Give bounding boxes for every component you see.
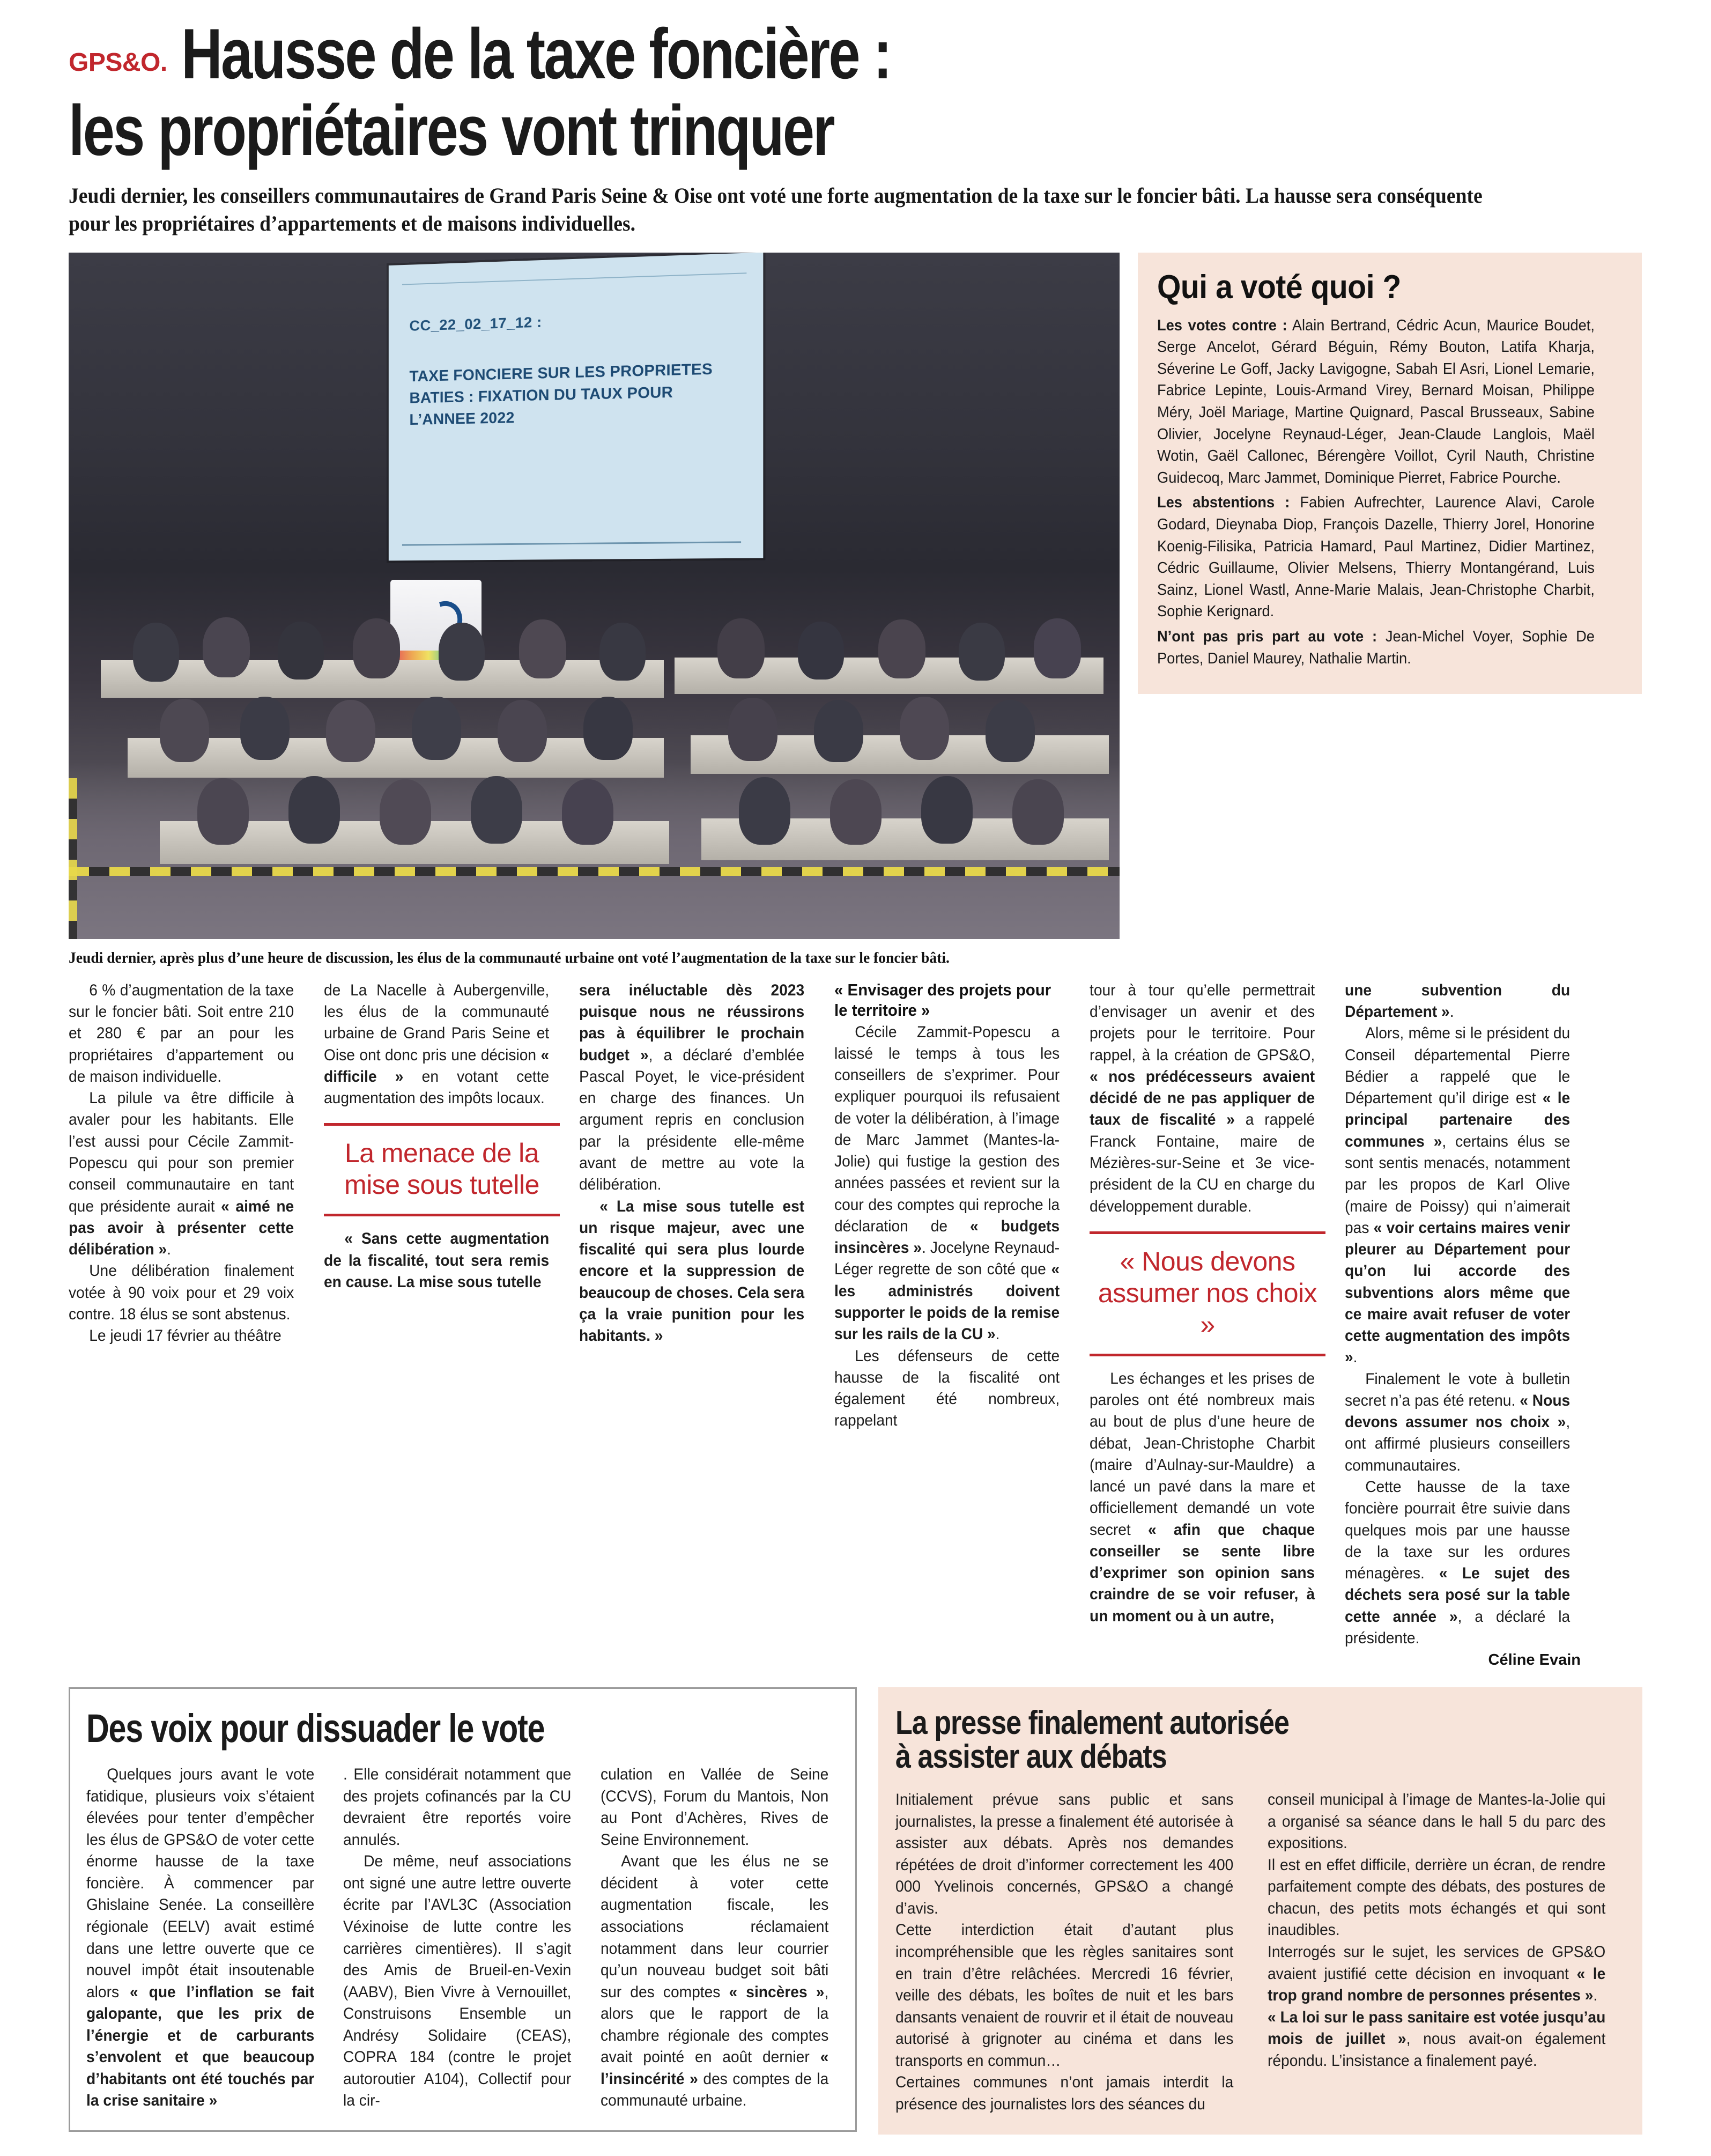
article-byline: Céline Evain [1488,1651,1581,1669]
sidebar-article-title-line1: La presse finalement autorisée [895,1704,1289,1742]
attendee-figure [197,778,249,845]
text-run: . [1353,1348,1358,1367]
quoted-text: « voir certains maires venir pleurer au Département pour qu’on lui accorde des subventions alors même que ce maire avait refuser de voter cette augmentation des impôts » [1345,1219,1571,1367]
attendee-figure [288,776,340,844]
text-run: . [1449,1003,1454,1021]
paragraph [579,1196,804,1347]
paragraph: Certaines communes n’ont jamais interdit la présence des journalistes lors des séances du [895,2073,1234,2113]
article-column-2 [324,980,560,1293]
paragraph [1090,1368,1315,1627]
votes-nonvoters-names: Jean-Michel Voyer, Sophie De Portes, Daniel Maurey, Nathalie Martin. [1157,627,1595,667]
text-run: . [995,1325,1000,1343]
votes-abstentions-names: Fabien Aufrechter, Laurence Alavi, Carole Godard, Dieynaba Diop, François Dazelle, Thierry Jorel, Honorine Koenig-Filisika, Patricia Hamard, Paul Martinez, Didier Martinez, Cédric Guillaume, Olivier Melsens, Thierry Montangérand, Luis Sainz, Lionel Wastl, Anne-Marie Malais, Jean-Christophe Charbit, Sophie Kerignard. [1157,494,1595,621]
paragraph: De même, neuf associations ont signé une autre lettre ouverte écrite par l’AVL3C (Association Véxinoise de lutte contre les carrières cimentières). Il s’agit des Amis de Brueil-en-Vexin (AABV), Bien Vivre à Vernouillet, Construisons Ensemble un Andrésy Solidaire (CEAS), COPRA 184 (contre le projet autoroutier A104), Collectif pour la cir- [343,1852,572,2110]
slide-code: CC_22_02_17_12 : [409,313,542,334]
quoted-text: « l’insincérité » [600,2048,828,2088]
paragraph: Initialement prévue sans public et sans journalistes, la presse a finalement été autorisée à assister aux débats. Après nos demandes répétées de droit d’informer correctement les 400 000 Yvelinois concernés, GPS&O a changé d’avis. [895,1791,1234,1917]
text-run: en votant cette augmentation des impôts locaux. [324,1067,550,1107]
text-run: . [167,1241,171,1259]
text-run: La pilule va être difficile à avaler pour les habitants. Elle l’est aussi pour Cécile Zammit-Popescu qui pour son premier conseil communautaire en tant que présidente aurait [69,1089,294,1215]
attendee-figure [728,698,777,761]
attendee-figure [717,618,765,678]
votes-box-title: Qui a voté quoi ? [1157,268,1401,306]
text-run: a rappelé Franck Fontaine, maire de Mézières-sur-Seine et 3e vice-président de la CU en charge du développement durable. [1090,1111,1315,1215]
attendee-figure [814,700,863,762]
pull-quote-text: La menace de la mise sous tutelle [344,1138,539,1200]
attendee-figure [921,776,973,844]
text-run: , ont affirmé plusieurs conseillers communautaires. [1345,1413,1571,1474]
text-run: Interrogés sur le sujet, les services de GPS&O avaient justifié cette décision en invoquant [1268,1943,1606,1983]
sidebar-article-title: Des voix pour dissuader le vote [86,1706,545,1751]
text-run: , nous avait-on également répondu. L’insistance a finalement payé. [1268,2030,1606,2070]
quoted-text: sera inéluctable dès 2023 puisque nous ne réussirons pas à équilibrer le prochain budget » [579,981,805,1064]
article-column-4 [834,980,1070,1432]
paragraph: Cette interdiction était d’autant plus incompréhensible que les règles sanitaires sont en train d’être relâchées. Mercredi 16 février, veille des débats, les boîtes de nuit et les bars dansants venaient de rouvrir et il était de nouveau autorisé à grignoter au cinéma et dans les transports en commun… [895,1921,1234,2070]
paragraph [324,1228,549,1293]
quoted-text: « le principal partenaire des communes » [1345,1089,1571,1150]
article-column-5 [1090,980,1325,1627]
paragraph [1345,980,1570,1023]
quoted-text: « que l’inflation se fait galopante, que les prix de l’énergie et de carburants s’envolent et que beaucoup d’habitants ont été touchés par la crise sanitaire » [86,1983,315,2110]
sidebar-article-presse [878,1687,1642,2135]
quoted-text: « budgets insincères » [834,1217,1060,1257]
attendee-figure [439,623,485,681]
votes-nonvoters-paragraph [1157,626,1595,669]
quoted-text: « Nous devons assumer nos choix » [1345,1391,1571,1431]
quoted-text: « les administrés doivent supporter le poids de la remise sur les rails de la CU » [834,1260,1060,1343]
attendee-figure [519,619,566,678]
votes-against-label: Les votes contre : [1157,316,1287,334]
attendee-figure [1012,779,1064,845]
text-run: Finalement le vote à bulletin secret n’a pas été retenu. [1345,1370,1571,1409]
quoted-text: « La loi sur le pass sanitaire est votée jusqu’au mois de juillet » [1268,2008,1606,2048]
votes-abstentions-paragraph [1157,492,1595,623]
attendee-figure [353,618,400,678]
attendee-figure [599,623,646,681]
page-title-line2: les propriétaires vont trinquer [69,91,834,171]
paragraph: Une délibération finalement votée à 90 voix pour et 29 voix contre. 18 élus se sont abstenus. [69,1262,294,1323]
photo-caption: Jeudi dernier, après plus d’une heure de discussion, les élus de la communauté urbaine ont voté l’augmentation de la taxe sur le foncier bâti. [69,949,950,966]
attendee-figure [412,697,461,760]
text-run: Les échanges et les prises de paroles ont été nombreux mais au bout de plus d’une heure de débat, Jean-Christophe Charbit (maire d’Aulnay-sur-Mauldre) a lancé un pavé dans la mare et officiellement demandé un vote secret [1090,1369,1315,1539]
attendee-figure [900,697,949,760]
paragraph [1345,1023,1570,1368]
paragraph: conseil municipal à l’image de Mantes-la-Jolie qui a organisé sa séance dans le hall 5 du parc des expositions. [1268,1791,1606,1852]
text-run: , a déclaré d’emblée Pascal Poyet, le vice-président en charge des finances. Un argument repris en conclusion par la présidente elle-même avant de mettre au vote la délibération. [579,1046,805,1194]
attendee-figure [498,700,547,762]
slide-rule-top [402,272,746,285]
paragraph: Il est en effet difficile, derrière un écran, de rendre parfaitement compte des débats, des postures de chacun, des petits mots échangés et qui sont inaudibles. [1268,1856,1606,1939]
photo-column [69,253,1120,968]
quoted-text: « Le sujet des déchets sera posé sur la table cette année » [1345,1564,1571,1626]
text-run: des comptes de la communauté urbaine. [600,2070,828,2110]
article-column-1 [69,980,305,1347]
attendee-figure [203,617,250,677]
paragraph [1090,980,1315,1217]
pull-quote-2 [1090,1231,1325,1356]
sidebar-column-2 [343,1764,582,2112]
quoted-text: « aimé ne pas avoir à présenter cette délibération » [69,1197,294,1259]
quoted-text: une subvention du Département » [1345,981,1571,1021]
article-column-3 [579,980,815,1347]
paragraph [834,1022,1060,1346]
article-body [0,968,1711,1669]
paragraph [601,1851,828,2112]
attendee-figure [583,697,633,760]
slide-rule-bottom [402,541,741,545]
paragraph [1268,1941,1605,2007]
paragraph [69,1088,294,1260]
bottom-zone [0,1669,1711,2156]
attendee-figure [986,700,1035,762]
quoted-text: « La mise sous tutelle est un risque majeur, avec une fiscalité qui sera plus lourde encore et la suppression de beaucoup de choses. Cela sera ça la vraie punition pour les habitants. » [579,1197,805,1345]
paragraph: 6 % d’augmentation de la taxe sur le foncier bâti. Soit entre 210 et 280 € par an pour les propriétaires d’appartement ou de maison individuelle. [69,981,294,1086]
attendee-figure [959,623,1005,681]
floor-hazard-tape [69,867,1120,876]
paragraph [1345,1476,1570,1649]
article-column-6 [1345,980,1581,1669]
article-subheading: « Envisager des projets pour le territoire » [834,980,1051,1020]
quoted-text: « Sans cette augmentation de la fiscalité, tout sera remis en cause. La mise sous tutelle [324,1230,550,1291]
paragraph: culation en Vallée de Seine (CCVS), Forum du Mantois, Non au Pont d’Achères, Rives de Seine Environnement. [600,1766,828,1849]
standfirst: Jeudi dernier, les conseillers communautaires de Grand Paris Seine & Oise ont voté une forte augmentation de la taxe sur le foncier bâti. La hausse sera conséquente pour les propriétaires d’appartements et de maisons individuelles. [69,183,1483,235]
pull-quote-1 [324,1123,560,1216]
text-run: tour à tour qu’elle permettrait d’envisager un avenir et des projets pour le territoire. Pour rappel, à la création de GPS&O, [1090,981,1315,1064]
quoted-text: « afin que chaque conseiller se sente libre d’exprimer son opinion sans craindre de se voir refuser, à un moment ou à un autre, [1090,1520,1315,1625]
attendee-figure [798,622,844,680]
text-run: Quelques jours avant le vote fatidique, plusieurs voix s’étaient élevées pour tenter d’empêcher les élus de GPS&O de voter cette énorme hausse de la taxe foncière. À commencer par Ghislaine Senée. La conseillère régionale (EELV) avait estimé dans une lettre ouverte que ce nouvel impôt était insoutenable alors [86,1766,315,2001]
attendee-figure [380,779,431,845]
presse-column-2 [1268,1789,1621,2072]
paragraph [579,980,804,1196]
slide-title: TAXE FONCIERE SUR LES PROPRIETES BATIES : FIXATION DU TAUX POUR L’ANNEE 2022 [409,360,713,429]
attendee-figure [278,622,324,680]
quoted-text: « nos prédécesseurs avaient décidé de ne pas appliquer de taux de fiscalité » [1090,1067,1315,1129]
votes-abstentions-label: Les abstentions : [1157,494,1290,512]
attendee-figure [739,777,790,845]
paragraph: . Elle considérait notamment que des projets cofinancés par la CU devraient être reportés voire annulés. [343,1766,572,1849]
paragraph: Le jeudi 17 février au théâtre [89,1327,282,1345]
text-run: , alors que le rapport de la chambre régionale des comptes avait pointé en août dernier [600,1983,828,2066]
attendee-figure [471,776,522,844]
attendee-figure [133,623,179,682]
paragraph [1268,2007,1605,2072]
text-run: de La Nacelle à Aubergenville, les élus de la communauté urbaine de Grand Paris Seine et Oise ont donc pris une décision [324,981,550,1064]
text-run: Alors, même si le président du Conseil départemental Pierre Bédier a rappelé que le Département qu’il dirige est [1345,1024,1571,1107]
votes-against-paragraph [1157,315,1595,489]
quoted-text: « sincères » [729,1983,825,2001]
projection-screen [389,253,764,560]
text-run: . Jocelyne Reynaud-Léger regrette de son côté que [834,1239,1060,1279]
pull-quote-text: « Nous devons assumer nos choix » [1098,1246,1317,1340]
text-run: Cette hausse de la taxe foncière pourrait être suivie dans quelques mois par une hausse de la taxe sur les ordures ménagères. [1345,1478,1571,1583]
text-run: Avant que les élus ne se décident à voter cette augmentation fiscale, les associations réclamaient notamment dans leur courrier qu’un nouveau budget soit bâti sur des comptes [600,1852,828,2001]
sidebar-column-3 [601,1764,839,2112]
attendee-figure [160,699,209,762]
sidebar-article-dissuader [69,1687,857,2132]
floor-hazard-tape-vertical [69,778,77,939]
attendee-figure [830,779,882,845]
paragraph [1345,1369,1570,1476]
quoted-text: « le trop grand nombre de personnes présentes » [1268,1965,1606,2005]
text-run: , a déclaré la présidente. [1345,1607,1571,1647]
paragraph [324,980,549,1110]
headline-block [0,0,1711,238]
council-meeting-photo [69,253,1120,939]
section-kicker: GPS&O. [69,48,167,77]
paragraph: Les défenseurs de cette hausse de la fiscalité ont également été nombreux, rappelant [834,1347,1060,1430]
attendee-figure [562,779,613,845]
paragraph [86,1764,314,2112]
votes-nonvoters-label: N’ont pas pris part au vote : [1157,627,1377,645]
sidebar-column-1 [86,1764,325,2112]
attendee-figure [1034,618,1081,678]
attendee-figure [878,619,925,678]
text-run: . [1593,1987,1598,2005]
attendee-figure [240,697,290,760]
presse-column-1 [895,1789,1249,2115]
sidebar-article-title-line2: à assister aux débats [895,1738,1167,1776]
quoted-text: « difficile » [324,1046,550,1086]
who-voted-what-box [1138,253,1642,695]
text-run: Cécile Zammit-Popescu a laissé le temps à tous les conseillers de s’exprimer. Pour expliquer pourquoi ils refusaient de voter la délibération, à l’image de Marc Jammet (Mantes-la-Jolie) qui fustige la gestion des années passées et revient sur la cour des comptes qui reproche la déclaration de [834,1023,1060,1235]
attendee-figure [326,700,375,762]
page-title-line1: Hausse de la taxe foncière : [181,14,891,94]
top-zone [0,238,1711,968]
text-run: , certains élus se sont sentis menacés, notamment par les propos de Karl Olive (maire de Poissy) qui n’aimerait pas [1345,1132,1571,1237]
votes-against-names: Alain Bertrand, Cédric Acun, Maurice Boudet, Serge Ancelot, Gérard Béguin, Rémy Bouton, Latifa Kharja, Séverine Le Goff, Jacky Lavigogne, Sabah El Asri, Lionel Lemarie, Fabrice Lepinte, Louis-Armand Virey, Bernard Moisan, Philippe Méry, Joël Mariage, Martine Quignard, Pascal Brusseaux, Sabine Olivier, Jocelyne Reynaud-Léger, Jean-Claude Langlois, Maël Wotin, Gaël Callonec, Bérengère Voillot, Cyril Nauth, Christine Guidecoq, Marc Jammet, Dominique Pierret, Fabrice Pourche. [1157,316,1595,486]
